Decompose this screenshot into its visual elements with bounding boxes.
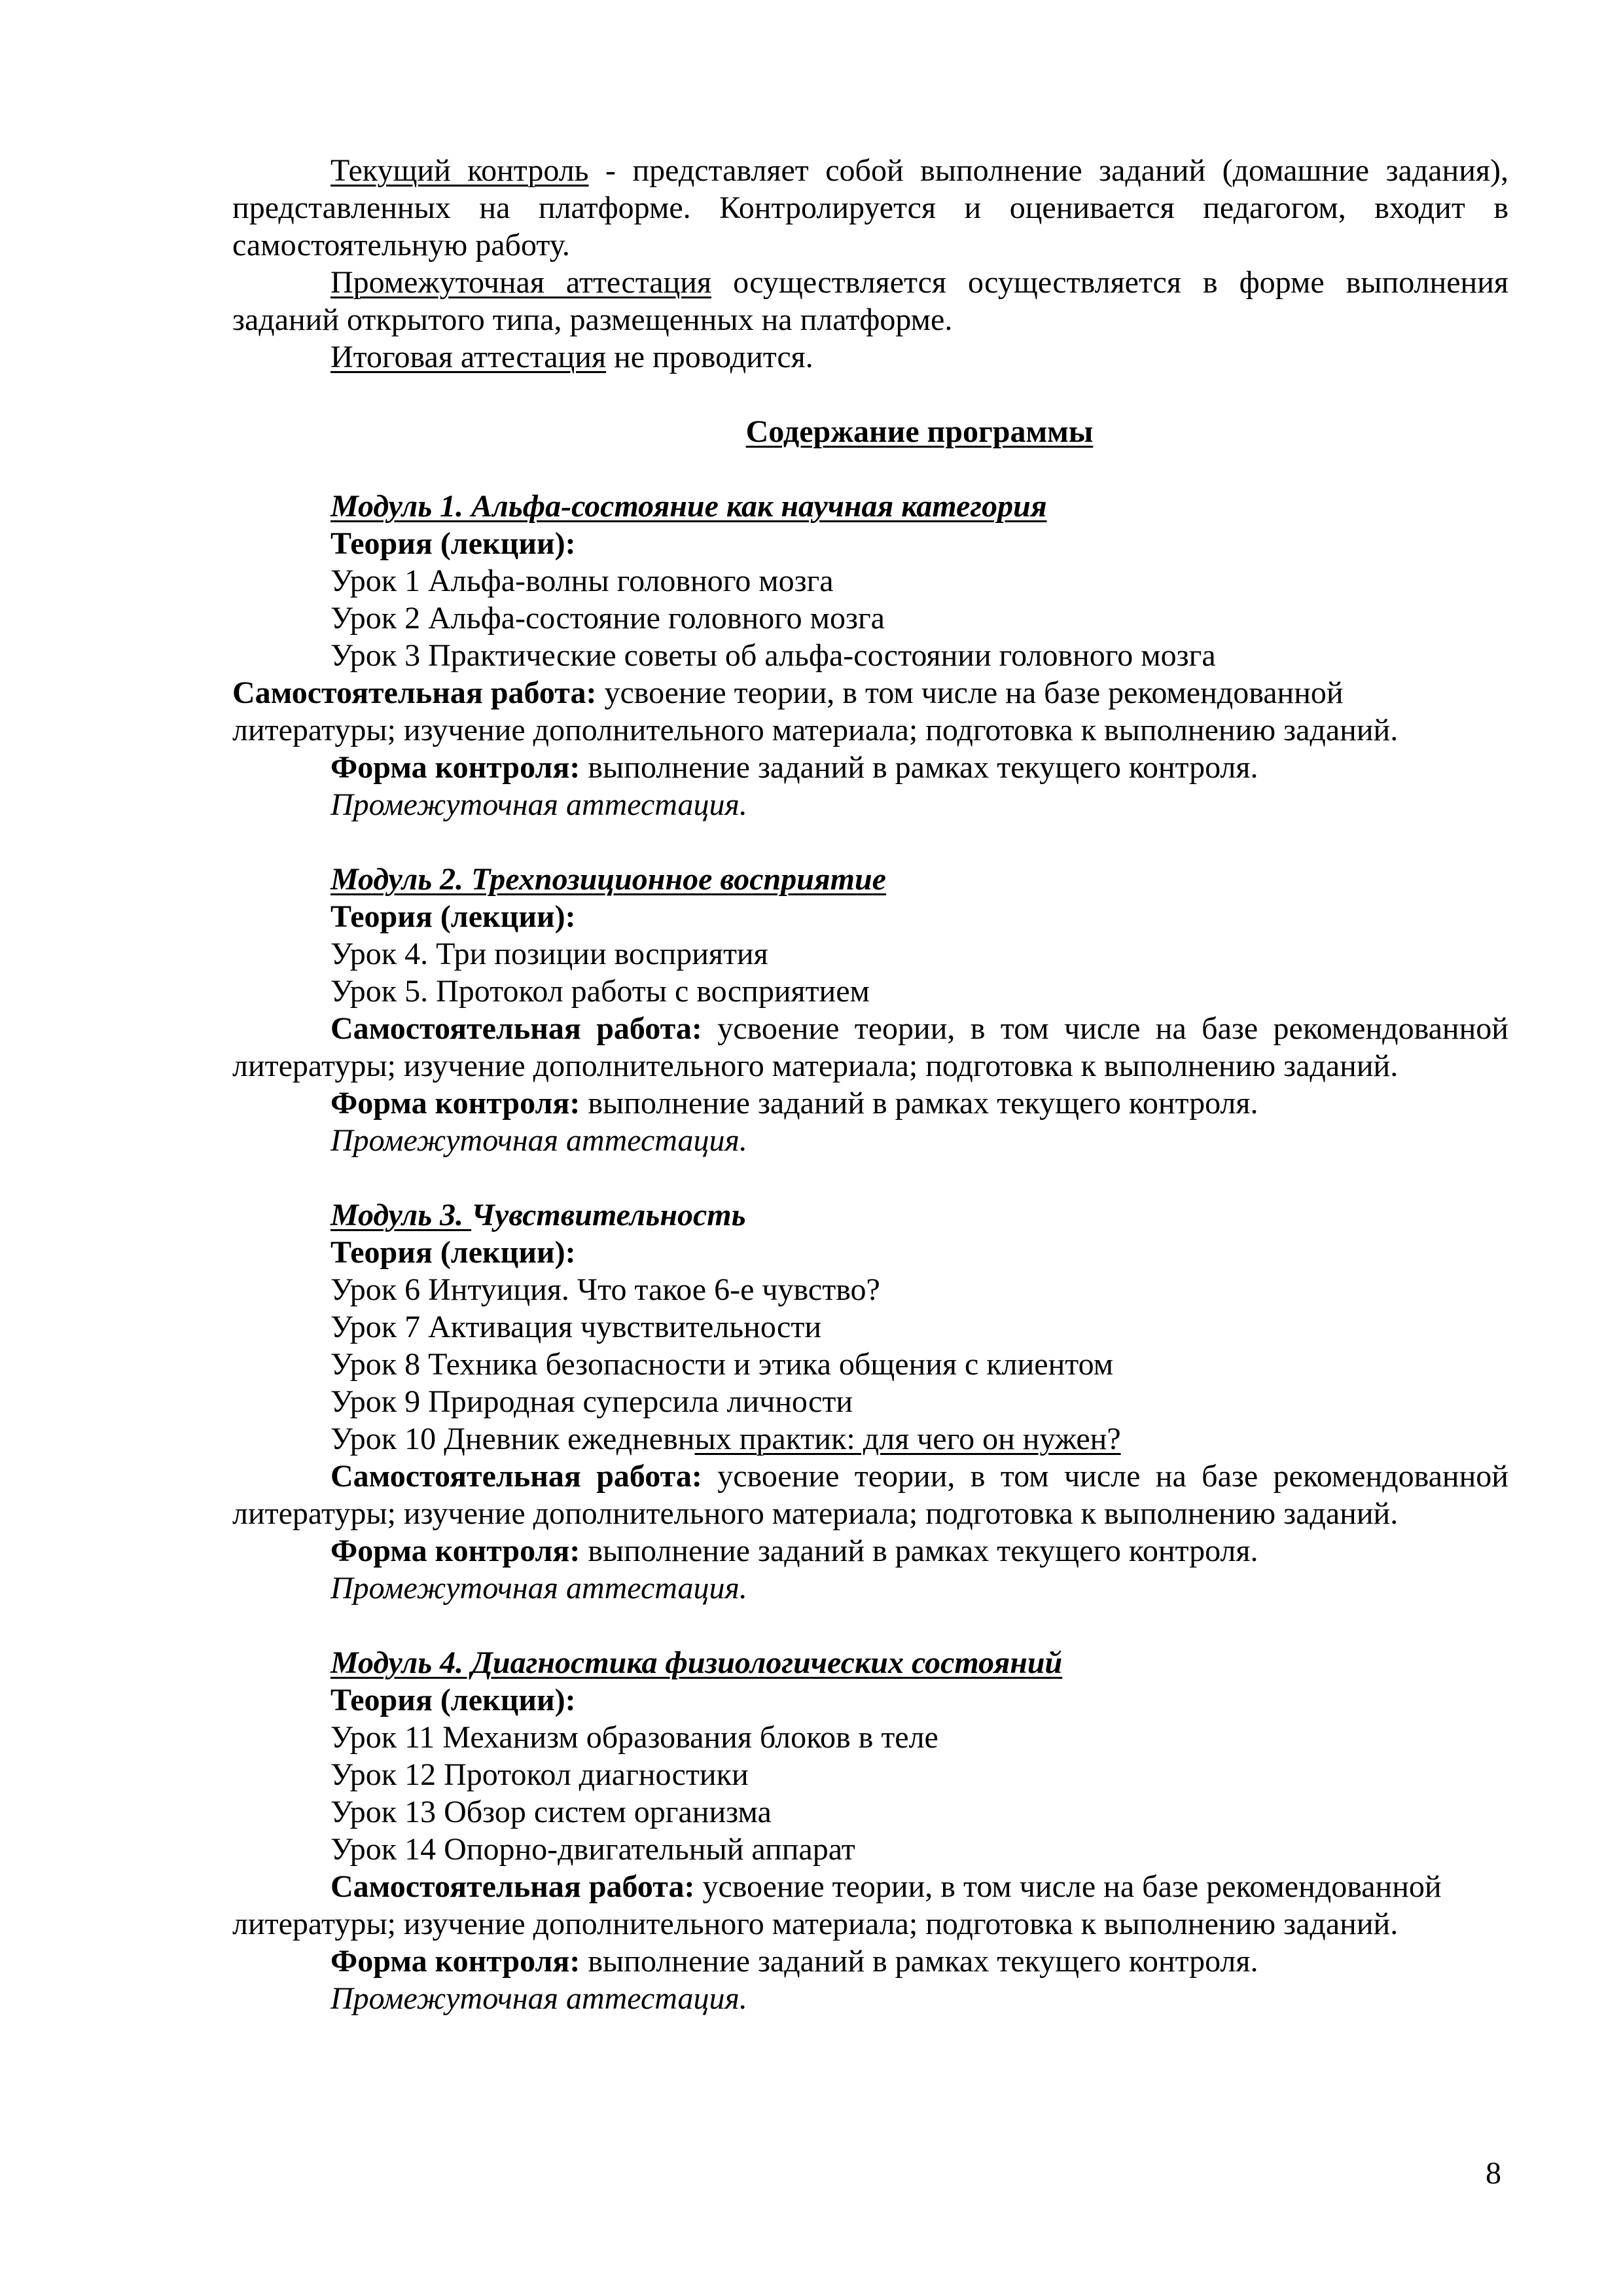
self-work-paragraph — [232, 674, 1508, 749]
lesson-item: Урок 14 Опорно-двигательный аппарат — [330, 1832, 855, 1867]
lesson-item — [232, 1420, 1508, 1458]
interim-attestation-note: Промежуточная аттестация. — [330, 787, 747, 822]
control-form-label: Форма контроля: — [330, 1944, 580, 1979]
self-work-label: Самостоятельная работа: — [330, 1011, 702, 1046]
module-1-title: Модуль 1. Альфа-состояние как научная категория — [330, 489, 1047, 524]
module-title-row — [232, 1196, 1508, 1234]
module-3-title: Чувствительность — [471, 1198, 746, 1232]
self-work-paragraph — [232, 1868, 1508, 1943]
control-form-paragraph — [232, 749, 1508, 786]
self-work-text: усвоение теории, в том числе на базе рекомендованной литературы; изучение дополнительного материала; подготовка к выполнению заданий. — [232, 1869, 1442, 1941]
theory-label: Теория (лекции): — [330, 1683, 576, 1717]
section-title: Содержание программы — [745, 414, 1094, 449]
self-work-paragraph — [232, 1010, 1508, 1085]
spacer — [232, 1607, 1508, 1644]
lesson-item: Урок 4. Три позиции восприятия — [330, 937, 768, 971]
self-work-text: усвоение теории, в том числе на базе рекомендованной литературы; изучение дополнительного материала; подготовка к выполнению заданий. — [232, 1459, 1508, 1531]
current-control-text: - представляет собой выполнение заданий (домашние задания), представленных на платформе. Контролируется и оценивается педагогом, входит в самостоятельную работу. — [232, 153, 1508, 262]
interim-attestation-note: Промежуточная аттестация. — [330, 1571, 747, 1605]
module-1 — [232, 488, 1508, 823]
interim-attestation-note: Промежуточная аттестация. — [330, 1123, 747, 1158]
interim-attestation-note: Промежуточная аттестация. — [330, 1981, 747, 2016]
spacer — [232, 1159, 1508, 1196]
interim-attestation-label: Промежуточная аттестация — [330, 265, 712, 300]
control-form-label: Форма контроля: — [330, 750, 580, 785]
lesson-item: Урок 13 Обзор систем организма — [330, 1795, 772, 1829]
lesson-item: Урок 7 Активация чувствительности — [330, 1310, 822, 1344]
control-form-text: выполнение заданий в рамках текущего контроля. — [580, 1944, 1258, 1979]
self-work-text: усвоение теории, в том числе на базе рекомендованной литературы; изучение дополнительного материала; подготовка к выполнению заданий. — [232, 1011, 1508, 1083]
current-control-label: Текущий контроль — [330, 153, 589, 188]
control-form-label: Форма контроля: — [330, 1534, 580, 1568]
module-title-row — [232, 861, 1508, 898]
module-4 — [232, 1644, 1508, 2017]
module-3 — [232, 1196, 1508, 1607]
spacer — [232, 823, 1508, 861]
lesson-10-underlined-text: ых практик: для чего он нужен? — [694, 1422, 1121, 1456]
lesson-item: Урок 5. Протокол работы с восприятием — [330, 974, 870, 1009]
self-work-paragraph — [232, 1458, 1508, 1532]
module-3-title-prefix: Модуль 3. — [330, 1198, 472, 1232]
control-form-text: выполнение заданий в рамках текущего контроля. — [580, 1086, 1258, 1121]
control-form-label: Форма контроля: — [330, 1086, 580, 1121]
spacer — [232, 376, 1508, 413]
control-form-paragraph — [232, 1085, 1508, 1122]
control-form-paragraph — [232, 1943, 1508, 1980]
self-work-text: усвоение теории, в том числе на базе рекомендованной литературы; изучение дополнительного материала; подготовка к выполнению заданий. — [232, 675, 1399, 747]
theory-label: Теория (лекции): — [330, 899, 576, 934]
lesson-item: Урок 1 Альфа-волны головного мозга — [330, 564, 834, 598]
lesson-item: Урок 9 Природная суперсила личности — [330, 1384, 853, 1419]
lesson-item: Урок 12 Протокол диагностики — [330, 1757, 749, 1792]
control-form-text: выполнение заданий в рамках текущего контроля. — [580, 750, 1258, 785]
paragraph-final-attestation — [232, 338, 1508, 376]
theory-label: Теория (лекции): — [330, 1235, 576, 1270]
final-attestation-label: Итоговая аттестация — [330, 340, 607, 374]
self-work-label: Самостоятельная работа: — [330, 1459, 702, 1494]
final-attestation-text: не проводится. — [606, 340, 813, 374]
interim-attestation-text: осуществляется осуществляется в форме выполнения заданий открытого типа, размещенных на платформе. — [232, 265, 1509, 337]
paragraph-current-control — [232, 152, 1508, 264]
control-form-paragraph — [232, 1532, 1508, 1570]
module-title-row — [232, 488, 1508, 525]
self-work-label: Самостоятельная работа: — [232, 675, 597, 710]
lesson-item: Урок 3 Практические советы об альфа-состоянии головного мозга — [330, 638, 1216, 673]
module-4-title: Модуль 4. Диагностика физиологических состояний — [330, 1645, 1063, 1680]
spacer — [232, 450, 1508, 488]
page-number: 8 — [1486, 2156, 1501, 2191]
module-title-row — [232, 1644, 1508, 1681]
theory-label: Теория (лекции): — [330, 526, 576, 561]
lesson-10-text: Урок 10 Дневник ежедневн — [330, 1422, 695, 1456]
module-2 — [232, 861, 1508, 1159]
control-form-text: выполнение заданий в рамках текущего контроля. — [580, 1534, 1258, 1568]
self-work-label: Самостоятельная работа: — [330, 1869, 695, 1904]
lesson-item: Урок 6 Интуиция. Что такое 6-е чувство? — [330, 1272, 880, 1307]
module-2-title: Модуль 2. Трехпозиционное восприятие — [330, 862, 886, 897]
paragraph-interim-attestation — [232, 264, 1508, 338]
lesson-item: Урок 11 Механизм образования блоков в теле — [330, 1720, 938, 1755]
lesson-item: Урок 2 Альфа-состояние головного мозга — [330, 601, 885, 636]
section-heading — [232, 413, 1508, 450]
document-page — [232, 152, 1508, 2017]
lesson-item: Урок 8 Техника безопасности и этика общения с клиентом — [330, 1347, 1114, 1382]
